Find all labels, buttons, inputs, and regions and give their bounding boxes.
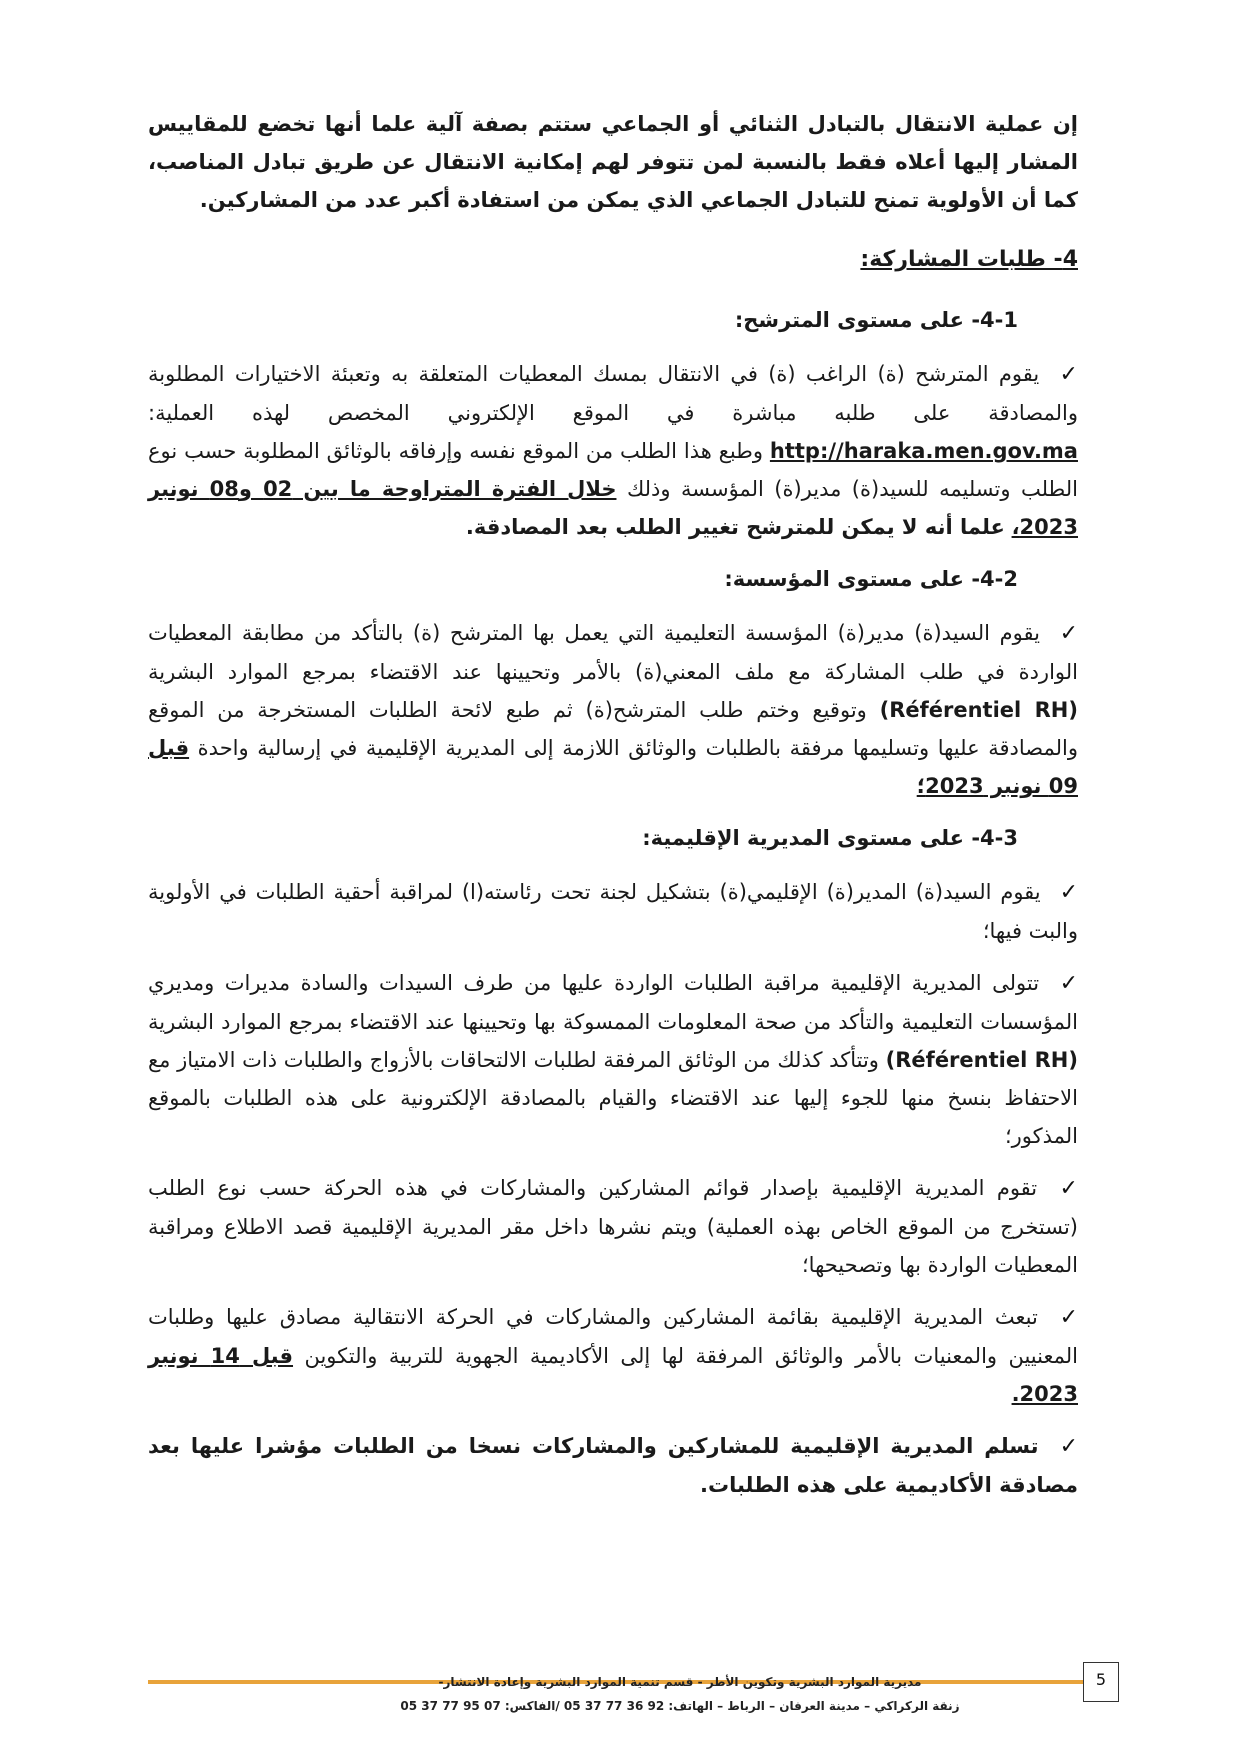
intro-line-3: للتبادل الجماعي الذي يمكن من استفادة أكبر عدد من المشاركين. (199, 188, 867, 212)
candidate-period: خلال الفترة المتراوحة ما بين 02 و08 نونبر 2023، (148, 477, 1078, 539)
candidate-text-b: وطبع هذا الطلب من الموقع نفسه وإرفاقه بالوثائق المطلوبة حسب نوع الطلب وتسليمه للسيد(ة) مدير(ة) المؤسسة وذلك (148, 439, 1078, 501)
institution-item (148, 614, 1078, 805)
directorate-item-1-text: يقوم السيد(ة) المدير(ة) الإقليمي(ة) بتشكيل لجنة تحت رئاسته(ا) لمراقبة أحقية الطلبات في الأولوية والبت فيها؛ (148, 880, 1078, 943)
document-body (148, 105, 1078, 1518)
subsection-4-3-heading: 4-3- على مستوى المديرية الإقليمية: (642, 826, 1018, 850)
directorate-item-5-text: تسلم المديرية الإقليمية للمشاركين والمشاركات نسخا من الطلبات مؤشرا عليها بعد مصادقة الأكاديمية على هذه الطلبات. (148, 1434, 1078, 1497)
directorate-item-2 (148, 964, 1078, 1155)
page-number: 5 (1083, 1662, 1119, 1702)
directorate-item-2-text-a: تتولى المديرية الإقليمية مراقبة الطلبات الواردة عليها من طرف السيدات والسادة مديرات ومديري المؤسسات التعليمية والتأكد من صحة المعلومات الممسوكة بها وتحيينها عند الاقتضاء بمرجع الموارد البشرية (148, 971, 1078, 1034)
check-icon: ✓ (1059, 971, 1078, 996)
footer-line-2: زنقة الركراكي – مدينة العرفان – الرباط – الهاتف: 92 36 77 37 05 /الفاكس: 07 95 77 37 05 (400, 1699, 960, 1713)
check-icon: ✓ (1059, 1305, 1078, 1330)
check-icon: ✓ (1059, 362, 1078, 387)
intro-line-2: إليها أعلاه فقط بالنسبة لمن تتوفر لهم إمكانية الانتقال عن طريق تبادل المناصب، كما أن الأولوية تمنح (148, 150, 1078, 212)
institution-ref: (Référentiel RH) (879, 698, 1078, 722)
candidate-text-a: يقوم المترشح (ة) الراغب (ة) في الانتقال بمسك المعطيات المتعلقة به وتعبئة الاختيارات المطلوبة والمصادقة على طلبه مباشرة في الموقع الإلكتروني المخصص لهذه العملية: (148, 362, 1078, 425)
subsection-4-2-heading: 4-2- على مستوى المؤسسة: (724, 567, 1018, 591)
institution-text-a: يقوم السيد(ة) مدير(ة) المؤسسة التعليمية التي يعمل بها المترشح (ة) بالتأكد من مطابقة المعطيات الواردة في طلب المشاركة مع ملف المعني(ة) بالأمر وتحيينها عند الاقتضاء بمرجع الموارد البشرية (148, 621, 1078, 684)
check-icon: ✓ (1059, 1176, 1078, 1201)
directorate-item-3-text: تقوم المديرية الإقليمية بإصدار قوائم المشاركين والمشاركات في هذه الحركة حسب نوع الطلب (تستخرج من الموقع الخاص بهذه العملية) ويتم نشرها داخل مقر المديرية الإقليمية قصد الاطلاع ومراقبة المعطيات الواردة بها وتصحيحها؛ (148, 1176, 1078, 1277)
directorate-item-2-ref: (Référentiel RH) (885, 1048, 1078, 1072)
footer (400, 1670, 960, 1718)
directorate-item-4-deadline: قبل 14 نونبر 2023. (148, 1344, 1078, 1406)
directorate-item-4 (148, 1298, 1078, 1413)
directorate-item-3 (148, 1169, 1078, 1284)
footer-line-1: مديرية الموارد البشرية وتكوين الأطر - قسم تنمية الموارد البشرية وإعادة الانتشار- (438, 1675, 922, 1689)
check-icon: ✓ (1059, 621, 1078, 646)
check-icon: ✓ (1059, 1434, 1078, 1459)
candidate-text-c: علما أنه لا يمكن للمترشح تغيير الطلب بعد المصادقة. (465, 515, 1005, 539)
directorate-item-2-text-b: وتتأكد كذلك من الوثائق المرفقة لطلبات الالتحاقات بالأزواج والطلبات ذات الامتياز مع الاحتفاظ بنسخ منها للجوء إليها عند الاقتضاء والقيام بالمصادقة الإلكترونية على هذه الطلبات بالموقع المذكور؛ (148, 1048, 1078, 1148)
haraka-url-link[interactable]: http://haraka.men.gov.ma (769, 439, 1078, 463)
check-icon: ✓ (1059, 880, 1078, 905)
intro-line-1: إن عملية الانتقال بالتبادل الثنائي أو الجماعي ستتم بصفة آلية علما أنها تخضع للمقاييس المشار (148, 112, 1078, 174)
directorate-item-1 (148, 873, 1078, 950)
institution-deadline: قبل 09 نونبر 2023؛ (148, 736, 1078, 798)
section-4-heading: 4- طلبات المشاركة: (860, 247, 1078, 272)
directorate-item-5 (148, 1427, 1078, 1504)
directorate-item-4-text: تبعث المديرية الإقليمية بقائمة المشاركين والمشاركات في الحركة الانتقالية مصادق عليها وطلبات المعنيين والمعنيات بالأمر والوثائق المرفقة لها إلى الأكاديمية الجهوية للتربية والتكوين (148, 1305, 1078, 1368)
institution-text-b: وتوقيع وختم طلب المترشح(ة) ثم طبع لائحة الطلبات المستخرجة من الموقع والمصادقة عليها وتسليمها مرفقة بالطلبات والوثائق اللازمة إلى المديرية الإقليمية في إرسالية واحدة (148, 698, 1078, 760)
subsection-4-1-heading: 4-1- على مستوى المترشح: (734, 308, 1018, 332)
candidate-item (148, 355, 1078, 546)
intro-paragraph (148, 105, 1078, 219)
